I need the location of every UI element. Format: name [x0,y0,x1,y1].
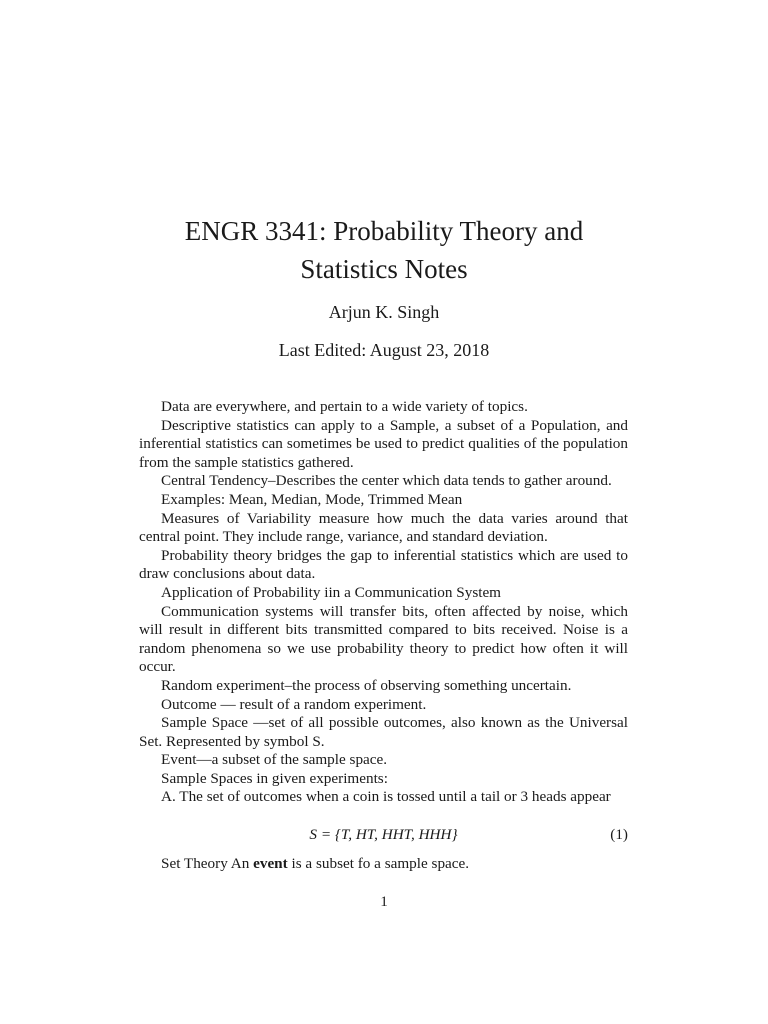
paragraph: Event—a subset of the sample space. [161,751,388,769]
set-theory-suffix: is a subset fo a sample space. [287,855,470,872]
paragraph [139,855,628,874]
paragraph: Application of Probability iin a Communication System [161,583,501,601]
paragraph: Outcome — result of a random experiment. [161,695,427,713]
paragraph: Communication systems will transfer bits, often affected by noise, which will result in different bits transmitted compared to bits received. Noise is a random phenomena so we use probability theory to predict how often it will occur. [139,602,628,676]
paragraph: Sample Spaces in given experiments: [161,769,388,787]
paragraph: A. The set of outcomes when a coin is tossed until a tail or 3 heads appear [161,788,611,806]
paragraph: Central Tendency–Describes the center which data tends to gather around. [161,472,612,490]
paragraph: Random experiment–the process of observing something uncertain. [161,676,572,694]
set-theory-prefix: Set Theory An [161,855,254,872]
last-edited-date: Last Edited: August 23, 2018 [278,340,490,360]
equation-number: (1) [610,826,628,843]
page-number: 1 [380,893,388,910]
paragraph: Measures of Variability measure how much the data varies around that central point. They include range, variance, and standard deviation. [139,509,628,546]
paragraph: Data are everywhere, and pertain to a wide variety of topics. [161,398,528,415]
paragraph: Probability theory bridges the gap to inferential statistics which are used to draw conclusions about data. [139,546,628,583]
title-line-1: ENGR 3341: Probability Theory and [184,216,584,246]
equation [139,826,628,848]
paragraph: Examples: Mean, Median, Mode, Trimmed Mean [161,490,463,508]
equation-math: S = {T, HT, HHT, HHH} [309,826,458,843]
title-line-2: Statistics Notes [300,254,468,284]
paragraph: Descriptive statistics can apply to a Sample, a subset of a Population, and inferential statistics can sometimes be used to predict qualities of the population from the sample statistics gathered. [139,416,628,471]
author-name: Arjun K. Singh [328,302,440,322]
body-text [139,398,628,807]
event-term: event [253,855,288,872]
paragraph: Sample Space —set of all possible outcomes, also known as the Universal Set. Represented by symbol S. [139,714,628,750]
document-title [0,212,768,288]
set-theory-paragraph [139,855,628,874]
